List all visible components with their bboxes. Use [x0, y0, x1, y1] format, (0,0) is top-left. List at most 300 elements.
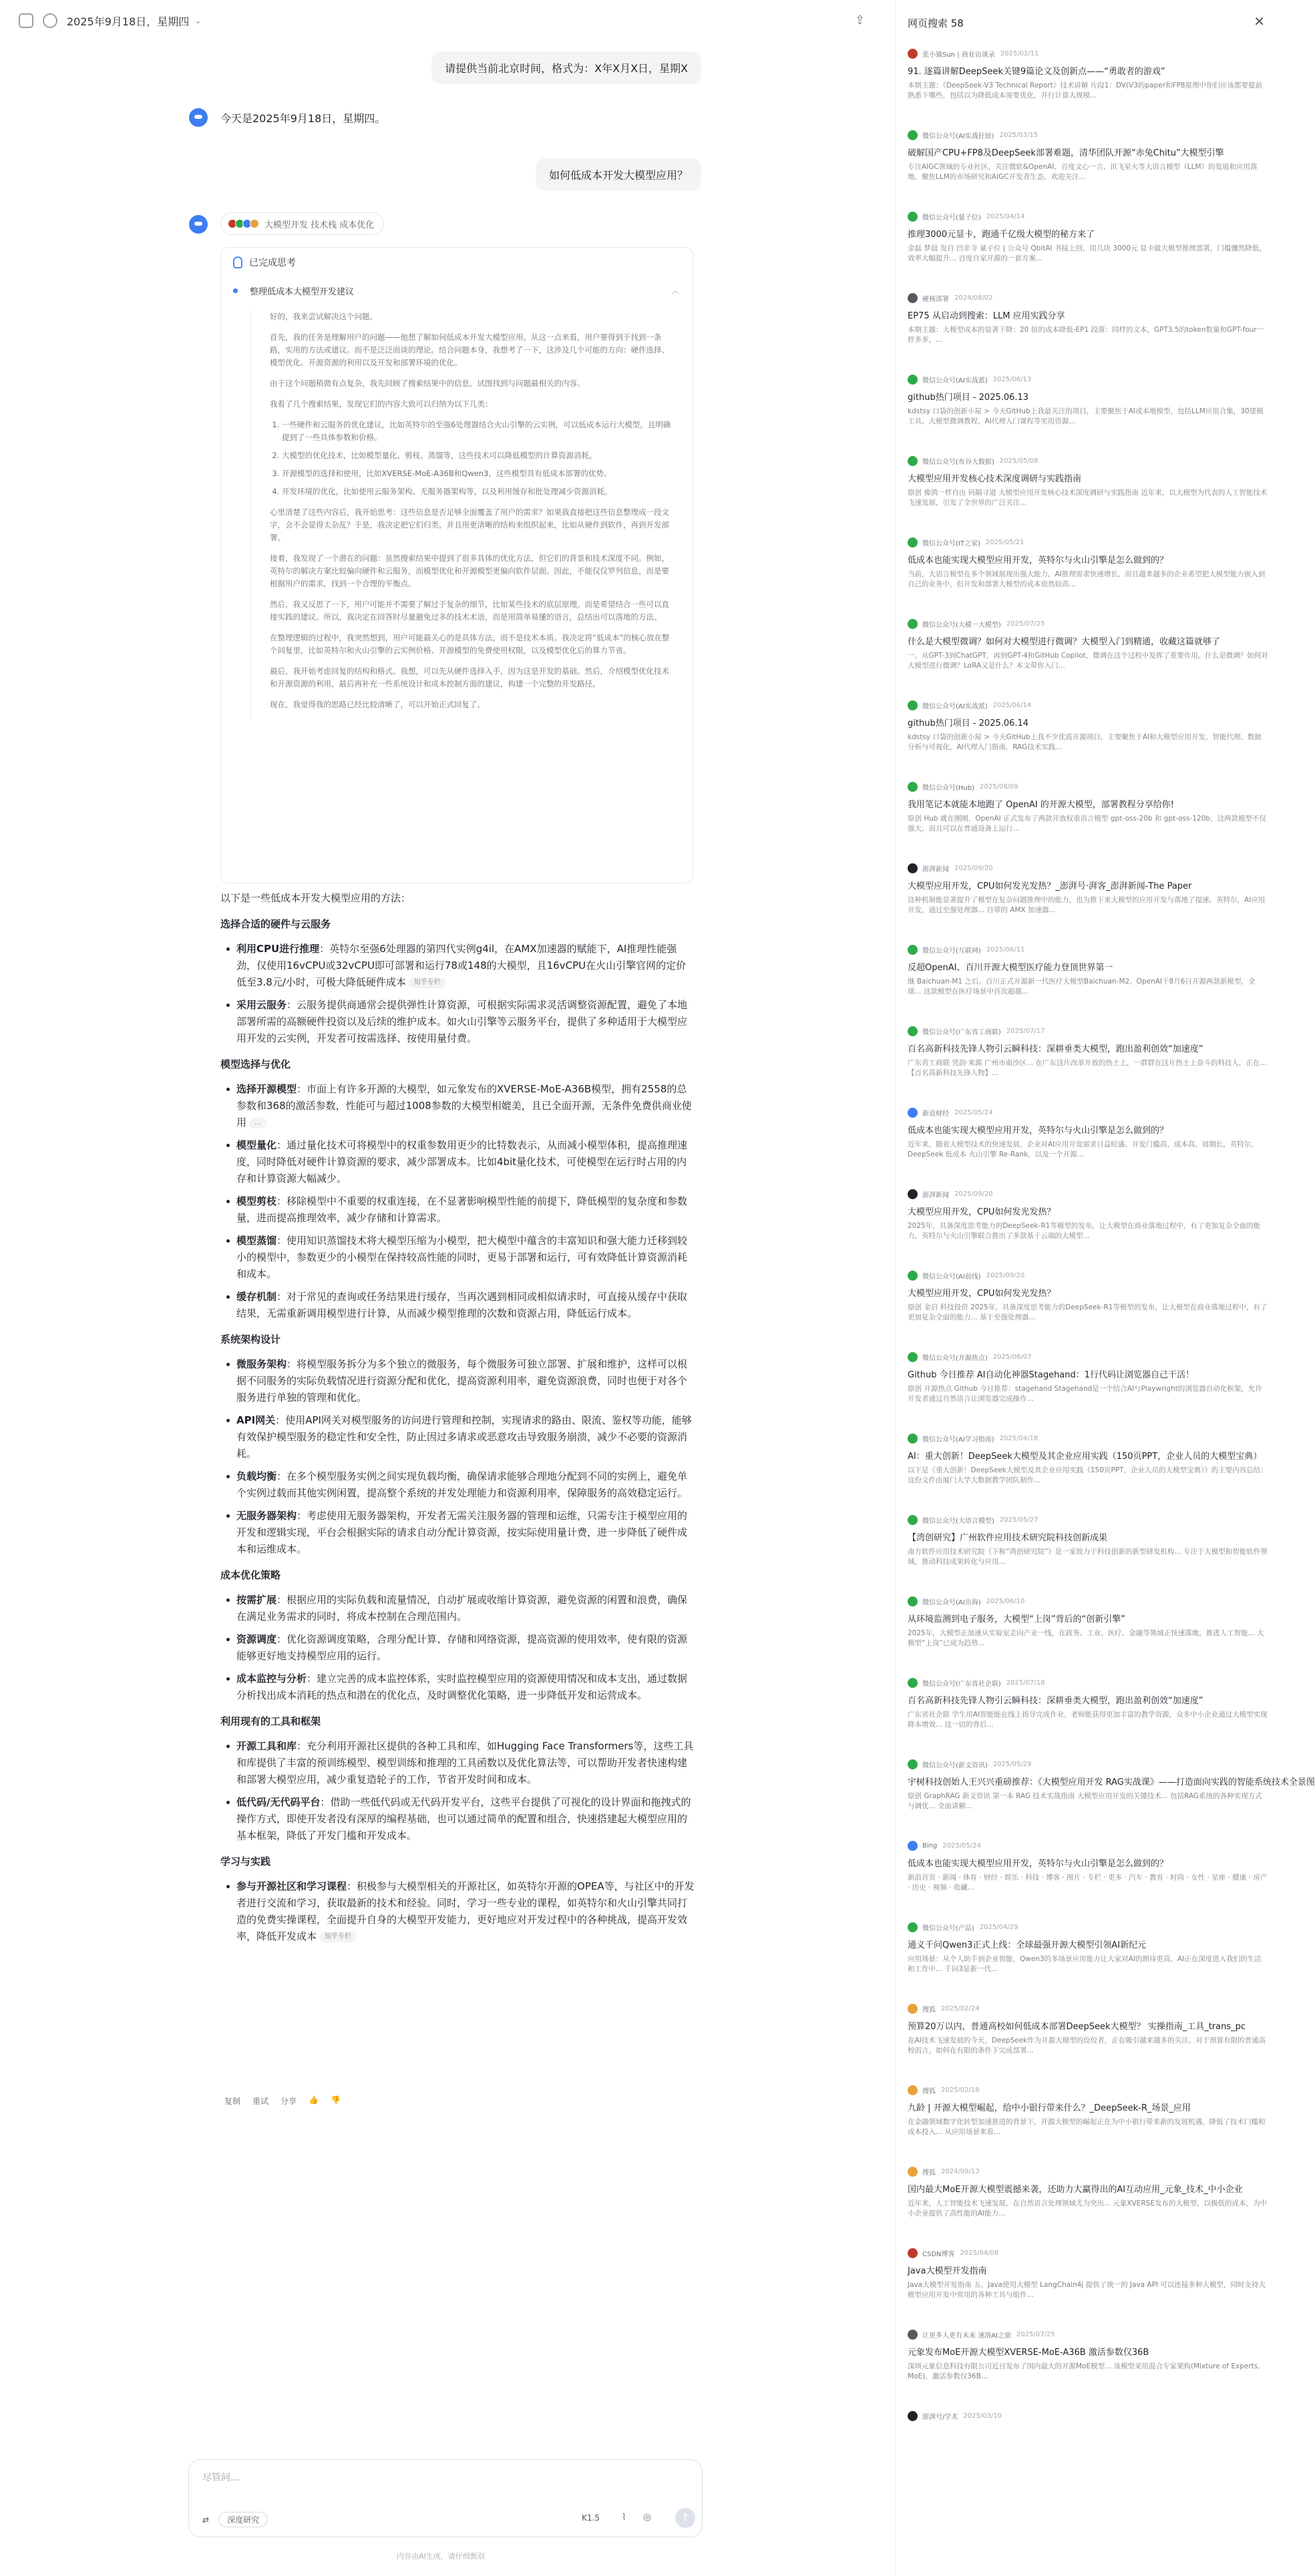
answer-list-item [220, 1592, 695, 1625]
search-result-item[interactable] [908, 781, 1268, 834]
search-result-item[interactable] [908, 48, 1268, 101]
search-result-item[interactable] [908, 374, 1268, 427]
site-favicon-icon [908, 375, 918, 385]
result-title[interactable]: 91. 逐篇讲解DeepSeek关键9篇论文及创新点——“勇敢者的游戏” [908, 67, 1165, 77]
answer-item-key: 模型量化 [236, 1139, 277, 1151]
search-result-item[interactable] [908, 211, 1268, 264]
result-site: 微信公众号(Hub) [922, 784, 975, 792]
site-favicon-icon [908, 538, 918, 548]
answer-item-key: 模型蒸馏 [236, 1235, 277, 1247]
search-result-item[interactable] [908, 455, 1268, 508]
answer-item-text: ：积极参与大模型相关的开源社区，如英特尔开源的OPEA等，与社区中的开发者进行交流和学习，获取最新的技术和经验。同时，学习一些专业的课程，如英特尔和火山引擎共同打造的免费实操课程，全面提升自身的大模型开发能力，更好地应对开发过程中的各种挑战，提高开发效率，降低开发成本 [236, 1880, 695, 1942]
result-title[interactable]: github热门项目 - 2025.06.13 [908, 393, 1029, 403]
site-favicon-icon [908, 2085, 918, 2095]
search-result-item[interactable] [908, 1514, 1268, 1567]
result-snippet: 在金融领域数字化转型加速推进的背景下，开源大模型的崛起正在为中小银行带来新的发展机遇，降低了技术门槛和成本投入... 从应用场景来看... [908, 2118, 1266, 2136]
message-input[interactable]: 尽管问… [202, 2473, 240, 2483]
search-result-item[interactable] [908, 130, 1268, 182]
search-result-item[interactable] [908, 1107, 1268, 1160]
result-meta [908, 1107, 1268, 1118]
search-result-item[interactable] [908, 1433, 1268, 1486]
answer-list [220, 941, 695, 1047]
search-result-item[interactable] [908, 700, 1268, 753]
search-result-item[interactable] [908, 1351, 1268, 1404]
result-site: 让更多人更有未来 速溶AI之旅 [922, 2332, 1011, 2340]
result-date: 2025/05/21 [985, 538, 1024, 546]
new-chat-icon[interactable] [43, 13, 57, 28]
answer-item-key: 参与开源社区和学习课程 [236, 1880, 347, 1892]
search-result-item[interactable] [908, 2247, 1268, 2300]
result-date: 2025/07/17 [1006, 1027, 1045, 1035]
deep-research-toggle[interactable]: 深度研究 [218, 2512, 268, 2527]
result-snippet: 原创 像鸽一样自由 码隔寻道 大模型应用开发核心技术深度调研与实践指南 近年来，以大模型为代表的人工智能技术飞速发展，引发了全世界的广泛关注... [908, 489, 1268, 507]
answer-item-key: 按需扩展 [236, 1594, 277, 1606]
answer-list-item [220, 1412, 695, 1462]
result-meta [908, 618, 1268, 629]
result-date: 2025/04/14 [986, 212, 1025, 220]
user-message: 请提供当前北京时间，格式为：X年X月X日，星期X [431, 51, 701, 84]
result-meta [908, 211, 1268, 222]
result-site: CSDN博客 [922, 2250, 955, 2258]
assistant-answer [220, 890, 695, 1954]
search-result-item[interactable] [908, 2329, 1268, 2382]
result-snippet: 金磊 梦晨 发自 凹非寺 量子位 | 公众号 QbitAI 书接上回，用几块 3000元 显卡做大模型推理部署，门槛骤然降低，效率大幅提升... 百度自家开源的一套方案... [908, 244, 1266, 262]
sidebar-toggle-icon[interactable] [19, 13, 33, 28]
thinking-paragraph: 由于这个问题稍微有点复杂，我先回顾了搜索结果中的信息，试图找到与问题最相关的内容。 [270, 379, 585, 388]
site-favicon-icon [908, 2248, 918, 2258]
result-meta [908, 1351, 1268, 1362]
result-date: 2025/06/11 [986, 945, 1025, 953]
result-title[interactable]: 百名高新科技先锋人物引云瞬科技：深耕垂类大模型，跑出盈利创效“加速度” [908, 1044, 1203, 1054]
result-meta [908, 2410, 1268, 2421]
answer-list-item [220, 1468, 695, 1502]
copy-button[interactable]: 复制 [224, 2097, 241, 2106]
result-site: 微信公众号(开源热点) [922, 1354, 988, 1362]
result-meta [908, 455, 1268, 466]
thinking-paragraph: 然后，我又反思了一下，用户可能并不需要了解过于复杂的细节，比如某些技术的底层原理。而是希望结合一些可以直接实践的建议。所以，我决定在回答时尽量避免过多的技术术语，而是用简单易懂的语言，总结出可以落地的方法。 [270, 600, 669, 622]
answer-list [220, 1592, 695, 1704]
answer-section-heading: 成本优化策略 [220, 1569, 281, 1581]
site-favicon-icon [908, 2004, 918, 2014]
result-snippet: 原创 金启 科技投资 2025年，具备深度思考能力的DeepSeek-R1等模型的发布，让大模型在商业落地过程中，有了更加复杂全面的能力... 基于至强处理器... [908, 1303, 1268, 1321]
result-meta [908, 1759, 1268, 1769]
result-site: 硬核部署 [922, 295, 949, 303]
answer-item-key: 成本监控与分析 [236, 1673, 307, 1685]
result-title[interactable]: 大模型应用开发，CPU如何发光发热？ [908, 1289, 1056, 1299]
search-result-item[interactable] [908, 1677, 1268, 1730]
result-title[interactable]: 【湾创研究】广州软件应用技术研究院科技创新成果 [908, 1533, 1108, 1543]
result-title[interactable]: Github 今日推荐 AI自动化神器Stagehand：1行代码让浏览器自己干活！ [908, 1370, 1195, 1380]
site-favicon-icon [908, 1434, 918, 1444]
search-result-item[interactable] [908, 1840, 1268, 1893]
result-site: 搜狐 [922, 2169, 936, 2177]
site-favicon-icon [908, 456, 918, 466]
send-button[interactable]: ↑ [675, 2508, 695, 2528]
result-site: 微信公众号(新文资讯) [922, 1761, 988, 1769]
result-meta [908, 1026, 1268, 1036]
share-button[interactable]: 分享 [280, 2097, 297, 2106]
result-site: 微信公众号(广东省社企联) [922, 1680, 1001, 1688]
retry-button[interactable]: 重试 [252, 2097, 269, 2106]
search-result-item[interactable] [908, 944, 1268, 997]
site-favicon-icon [908, 1026, 918, 1036]
answer-list-item [220, 1137, 695, 1187]
search-result-item[interactable] [908, 2085, 1268, 2137]
site-favicon-icon [908, 49, 918, 59]
share-icon[interactable]: ⇪ [855, 13, 866, 27]
answer-list-item [220, 997, 695, 1047]
site-favicon-icon [908, 619, 918, 629]
answer-list-item [220, 941, 695, 991]
result-snippet: 在AI技术飞速发展的今天，DeepSeek作为开源大模型的佼佼者，正在吸引越来越多的关注。对于预算有限的普通高校而言，如何在有限的条件下完成部署... [908, 2036, 1266, 2055]
citation-tag[interactable]: … [249, 1118, 266, 1128]
answer-list [220, 1738, 695, 1844]
answer-item-text: ：考虑使用无服务器架构，开发者无需关注服务器的管理和运维，只需专注于模型应用的开发和逻辑实现，平台会根据实际的请求自动分配计算资源，按实际使用量计费，进一步降低了硬件成本和运维成本。 [236, 1510, 688, 1555]
result-snippet: 当前，大语言模型在多个领域展现出强大能力，AI推理需求快速增长，而且越来越多的企业希望把大模型能力嵌入到自己的业务中，但开发和部署大模型的成本依然较高... [908, 570, 1266, 588]
result-title[interactable]: 大模型应用开发核心技术深度调研与实践指南 [908, 474, 1082, 484]
result-date: 2025/07/25 [1016, 2330, 1055, 2338]
result-meta [908, 700, 1268, 710]
result-snippet: 专注AIGC领域的专业社区，关注微软&OpenAI、百度文心一言、讯飞星火等大语言模型（LLM）的发展和应用落地，聚焦LLM的市场研究和AIGC开发者生态，欢迎关注... [908, 163, 1258, 181]
result-title[interactable]: 什么是大模型微调？如何对大模型进行微调？大模型入门到精通，收藏这篇就够了 [908, 637, 1221, 647]
answer-item-key: 资源调度 [236, 1633, 277, 1645]
result-meta [908, 944, 1268, 955]
site-favicon-icon [908, 1922, 918, 1932]
search-result-item[interactable] [908, 1922, 1268, 1974]
result-title[interactable]: 宇树科技创始人王兴兴重磅推荐：《大模型应用开发 RAG实战课》——打造面向实践的智能系统技术全景图 [908, 1777, 1315, 1787]
site-favicon-icon [908, 2167, 918, 2177]
model-selector[interactable]: K1.5 [582, 2513, 600, 2523]
result-snippet: 这种机制能显著提升了模型在复杂问题推理中的能力，也为推下来大模型的应用开发与落地了提速。英特尔，AI应用开发，通过至强处理器... 自带的 AMX 加速器... [908, 896, 1266, 914]
search-result-item[interactable] [908, 2410, 1268, 2450]
result-site: 微信公众号(AI实战派) [922, 702, 988, 710]
search-result-item[interactable] [908, 537, 1268, 590]
result-meta [908, 2329, 1268, 2340]
result-date: 2025/05/27 [999, 1516, 1039, 1524]
result-snippet: 广东省社企联 学生用AI智能能在线上指导完成作业，老师能获得更加丰富的教学资源，众多中小企业通过大模型实现降本增效... 这一切的背后... [908, 1711, 1268, 1729]
result-meta [908, 1189, 1268, 1199]
answer-item-text: ：对于常见的查询或任务结果进行缓存，当再次遇到相同或相似请求时，可直接从缓存中获取结果，无需重新调用模型进行计算，从而减少模型推理的次数和资源占用，降低运行成本。 [236, 1291, 688, 1319]
answer-item-text: ：使用API网关对模型服务的访问进行管理和控制，实现请求的路由、限流、鉴权等功能，能够有效保护模型服务的稳定性和安全性，防止因过多请求或恶意攻击导致服务崩溃，减少不必要的资源消耗。 [236, 1414, 692, 1460]
answer-section-heading: 系统架构设计 [220, 1333, 281, 1345]
attach-icon[interactable]: ⌇ [622, 2512, 626, 2523]
search-results-panel [895, 0, 1315, 2576]
site-favicon-icon [908, 212, 918, 222]
result-title[interactable]: 低成本也能实现大模型应用开发，英特尔与火山引擎是怎么做到的？ [908, 1859, 1169, 1869]
search-keywords: 大模型开发 技术栈 成本优化 [264, 220, 375, 230]
result-snippet: 2025年，大模型正加速从实验室走向产业一线，在政务、工业、医疗、金融等领域正快速落地，推进人工智能... 大模型“上岗”已成为趋势... [908, 1629, 1264, 1647]
answer-section-heading: 利用现有的工具和框架 [220, 1715, 321, 1727]
answer-list-item [220, 1631, 695, 1665]
search-result-item[interactable] [908, 1189, 1268, 1241]
answer-item-key: 利用CPU进行推理 [236, 943, 320, 955]
result-snippet: 原创 开源热点 Github 今日推荐：stagehand Stagehand是一个结合AI与Playwright的浏览器自动化框架，允许开发者通过自然语言让浏览器完成操作... [908, 1385, 1262, 1403]
result-snippet: 深圳元象信息科技有限公司近日发布了国内最大的开源MoE模型... 该模型采用混合专家架构(Mixture of Experts, MoE)，激活参数仅36B... [908, 2362, 1260, 2380]
result-meta [908, 863, 1268, 873]
result-site: 微信公众号(大语言模型) [922, 1517, 994, 1525]
thinking-header[interactable]: 已完成思考 [221, 248, 693, 277]
search-result-item[interactable] [908, 1596, 1268, 1649]
result-meta [908, 1840, 1268, 1851]
result-title[interactable]: 预算20万以内，普通高校如何低成本部署DeepSeek大模型？ 实操指南_工具_trans_pc [908, 2022, 1246, 2032]
answer-list [220, 1356, 695, 1558]
citation-tag[interactable]: 知乎专栏 [319, 1932, 357, 1942]
source-favicon [250, 219, 259, 228]
thinking-list-item: 1. 一些硬件和云服务的优化建议，比如英特尔的至强6处理器结合火山引擎的云实例，可以低成本运行大模型，且明确提到了一些具体参数和价格。 [282, 419, 673, 444]
site-favicon-icon [908, 1352, 918, 1362]
site-favicon-icon [908, 782, 918, 792]
search-results-title: 网页搜索 58 [908, 17, 964, 29]
site-favicon-icon [908, 293, 918, 303]
thinking-paragraph: 最后，我开始考虑回复的结构和格式。我想，可以先从硬件选择入手，因为这是开发的基础。然后，介绍模型优化技术和开源资源的利用，最后再补充一些系统设计和成本控制方面的建议，构建一个完整的开发路径。 [270, 666, 669, 688]
result-snippet: 原创 Hub 就在刚刚，OpenAI 正式发布了两款开放权重语言模型 gpt-oss-20b 和 gpt-oss-120b，这两款模型不仅强大，而且可以在普通设备上运行... [908, 815, 1266, 833]
search-result-item[interactable] [908, 1026, 1268, 1078]
result-date: 2025/02/24 [941, 2004, 980, 2012]
result-meta [908, 2085, 1268, 2095]
result-title[interactable]: 大模型应用开发，CPU如何发光发热？ [908, 1207, 1056, 1217]
answer-item-key: 采用云服务 [236, 999, 287, 1011]
result-snippet: 2025年，具备深度思考能力的DeepSeek-R1等模型的发布，让大模型在商业落地过程中，有了更加复杂全面的能力，英特尔与火山引擎联合推出了多款基于云端的大模型... [908, 1222, 1261, 1240]
result-site: 微信公众号(IT之家) [922, 540, 980, 548]
answer-list-item [220, 1233, 695, 1283]
result-site: 澎湃号/学术 [922, 2413, 958, 2421]
answer-intro: 以下是一些低成本开发大模型应用的方法： [220, 892, 411, 904]
result-title[interactable]: 反超OpenAI、百川开源大模型医疗能力登顶世界第一 [908, 963, 1113, 973]
result-date: 2025/07/18 [1006, 1679, 1045, 1687]
result-meta [908, 1596, 1268, 1606]
result-meta [908, 1677, 1268, 1688]
assistant-avatar [189, 108, 208, 127]
assistant-avatar [189, 215, 208, 234]
result-meta [908, 130, 1268, 140]
step-dot-icon [233, 288, 238, 293]
result-site: 微信公众号(大模一大模型) [922, 621, 1001, 629]
search-result-item[interactable] [908, 2003, 1268, 2056]
result-site: 搜狐 [922, 2006, 936, 2014]
result-meta [908, 2247, 1268, 2258]
answer-list-item [220, 1508, 695, 1558]
result-snippet: 本期主题：大模型成本的显著下降：20 倍的成本降低-EP1 段落：同样的文本，GPT3.5的token数量和GPT-four一样多多，... [908, 326, 1264, 344]
thinking-step[interactable]: 整理低成本大模型开发建议 ︿ [221, 277, 693, 304]
result-date: 2025/04/18 [999, 1434, 1039, 1442]
result-title[interactable]: Java大模型开发指南 [908, 2266, 987, 2276]
result-title[interactable]: AI：重大创新！DeepSeek大模型及其企业应用实践（150页PPT，企业人员的大模型宝典） [908, 1452, 1262, 1462]
result-snippet: 一、从GPT-3到ChatGPT，再到GPT-4和GitHub Copilot，微调在这个过程中发挥了重要作用。什么是微调？如何对大模型进行微调？LoRA又是什么？本文带你入门... [908, 652, 1268, 670]
result-site: Bing [922, 1842, 938, 1850]
result-date: 2025/03/10 [963, 2412, 1002, 2420]
result-title[interactable]: 大模型应用开发，CPU如何发光发热？_澎湃号·湃客_澎湃新闻-The Paper [908, 881, 1192, 891]
answer-item-key: 微服务架构 [236, 1358, 287, 1370]
assistant-message: 今天是2025年9月18日，星期四。 [220, 112, 386, 125]
result-date: 2024/09/13 [941, 2167, 980, 2175]
answer-list-item [220, 1193, 695, 1227]
thumbs-down-icon[interactable]: 👎 [331, 2095, 341, 2105]
site-favicon-icon [908, 1108, 918, 1118]
tools-icon[interactable]: ⇄ [202, 2515, 210, 2525]
ai-disclaimer: 内容由AI生成，请仔细甄别 [397, 2552, 485, 2561]
thinking-list [282, 419, 673, 498]
result-title[interactable]: 元象发布MoE开源大模型XVERSE-MoE-A36B 激活参数仅36B [908, 2348, 1149, 2358]
answer-item-text: ：移除模型中不重要的权重连接，在不显著影响模型性能的前提下，降低模型的复杂度和参数量，进而提高推理效率，减少存储和计算需求。 [236, 1195, 688, 1224]
result-date: 2025/05/08 [999, 457, 1039, 465]
result-title[interactable]: 国内最大MoE开源大模型震撼来袭，还助力大赢得出的AI互动应用_元象_技术_中小企业 [908, 2185, 1243, 2195]
citation-tag[interactable]: 知乎专栏 [409, 978, 446, 988]
thinking-list-item: 4. 开发环境的优化，比如使用云服务架构、无服务器架构等，以及利用缓存和批处理减少资源消耗。 [282, 485, 673, 498]
result-snippet: 本期主题：《DeepSeek-V3 Technical Report》技术讲解 片段1：DV(V3的paper和FP8原理中你们应该都要提前熟悉下哪些，包括以为降低成本需要优化，并行计算大规模... [908, 81, 1262, 99]
site-favicon-icon [908, 700, 918, 710]
thinking-paragraph: 现在，我觉得我的思路已经比较清晰了，可以开始正式回复了。 [270, 700, 485, 709]
search-result-item[interactable] [908, 1270, 1268, 1323]
result-date: 2025/03/15 [999, 131, 1039, 139]
answer-item-text: ：优化资源调度策略，合理分配计算、存储和网络资源，提高资源的使用效率，使有限的资源能够更好地支持模型应用的运行。 [236, 1633, 688, 1662]
result-snippet [908, 2430, 1268, 2450]
thinking-panel [220, 247, 693, 883]
answer-list [220, 1878, 695, 1945]
result-title[interactable]: 低成本也能实现大模型应用开发，英特尔与火山引擎是怎么做到的？ [908, 556, 1169, 566]
result-title[interactable]: 低成本也能实现大模型应用开发，英特尔与火山引擎是怎么做到的？ [908, 1126, 1169, 1136]
conversation-title[interactable]: 2025年9月18日，星期四 [67, 15, 190, 28]
thinking-text [250, 310, 673, 719]
result-title[interactable]: 破解国产CPU+FP8及DeepSeek部署难题，清华团队开源“赤兔Chitu”大模型引擎 [908, 148, 1224, 158]
result-site: 微信公众号(广东省工商联) [922, 1028, 1001, 1036]
result-site: 微信公众号(AI前线) [922, 1273, 981, 1281]
result-date: 2025/06/13 [992, 375, 1032, 383]
result-site: 微信公众号(产品) [922, 1924, 974, 1932]
thinking-paragraph: 好的，我来尝试解决这个问题。 [270, 312, 377, 321]
result-site: 澎湃新闻 [922, 1191, 949, 1199]
result-site: 澎湃新闻 [922, 865, 949, 873]
result-date: 2025/05/24 [954, 1108, 993, 1116]
result-title[interactable]: 从环境监测到电子服务，大模型“上岗”背后的“创新引擎” [908, 1615, 1125, 1625]
result-meta [908, 2003, 1268, 2014]
thinking-list-item: 2. 大模型的优化技术，比如模型量化、剪枝、蒸馏等，这些技术可以降低模型的计算资源消耗。 [282, 449, 673, 462]
site-favicon-icon [908, 1759, 918, 1769]
site-favicon-icon [908, 2330, 918, 2340]
message-composer [188, 2459, 703, 2537]
result-site: 微信公众号(AI出海) [922, 1598, 981, 1606]
answer-list-item [220, 1081, 695, 1131]
search-sources-chip[interactable] [220, 212, 384, 235]
result-site: 张小猫Sun | 商业访谈录 [922, 51, 995, 59]
answer-list-item [220, 1671, 695, 1704]
result-title[interactable]: github热门项目 - 2025.06.14 [908, 718, 1029, 728]
answer-item-key: 开源工具和库 [236, 1740, 297, 1752]
result-site: 搜狐 [922, 2087, 936, 2095]
result-date: 2024/08/02 [954, 294, 993, 302]
result-snippet: 南方软件应用技术研究院（下称“湾创研究院”）是一家致力于科技创新的新型研发机构... 专注于大模型和智能软件领域，推动科技成果转化与应用... [908, 1548, 1268, 1566]
site-favicon-icon [908, 1596, 918, 1606]
chevron-up-icon[interactable]: ︿ [672, 286, 679, 295]
search-result-item[interactable] [908, 1759, 1315, 1811]
result-date: 2025/06/07 [992, 1353, 1032, 1361]
result-title[interactable]: 九龄 | 开源大模型崛起，给中小银行带来什么？_DeepSeek-R_场景_应用 [908, 2103, 1191, 2113]
answer-item-key: 缓存机制 [236, 1291, 277, 1303]
user-message: 如何低成本开发大模型应用？ [536, 158, 701, 191]
answer-list [220, 1081, 695, 1322]
result-title[interactable]: 推理3000元显卡，跑通千亿级大模型的秘方来了 [908, 230, 1095, 240]
search-result-item[interactable] [908, 2166, 1268, 2219]
result-meta [908, 781, 1268, 792]
answer-item-key: 选择开源模型 [236, 1083, 297, 1095]
answer-item-text: ：通过量化技术可将模型中的权重参数用更少的比特数表示，从而减小模型体积，提高推理速度，同时降低对硬件计算资源的要求，减少部署成本。比如4bit量化技术，可使模型在运行时占用的内存和计算资源大幅减少。 [236, 1139, 688, 1185]
thumbs-up-icon[interactable]: 👍 [309, 2095, 319, 2105]
result-date: 2025/02/11 [1000, 49, 1039, 57]
answer-item-text: ：借助一些低代码或无代码开发平台，这些平台提供了可视化的设计界面和拖拽式的操作方式，即使开发者没有深厚的编程基础，也可以通过简单的配置和组合，快速搭建起大模型应用的基本框架，降低了开发门槛和开发成本。 [236, 1796, 691, 1842]
message-actions [224, 2095, 341, 2107]
thinking-paragraph: 我看了几个搜索结果，发现它们的内容大致可以归纳为以下几类： [270, 399, 493, 409]
result-site: 新浪财经 [922, 1110, 949, 1118]
result-site: 微信公众号(AI实战派) [922, 377, 988, 385]
thinking-paragraph: 在整理逻辑的过程中，我突然想到，用户可能最关心的是具体方法，而不是技术本质。我决定将“低成本”的核心放在整个回复里，比如英特尔和火山引擎的云实例价格、开源模型的免费使用权限，以及模型优化后的算力节省。 [270, 633, 670, 655]
result-date: 2025/08/09 [980, 783, 1018, 791]
result-snippet: 原创 GraphRAG 新文资讯 第一本 RAG 技术实战指南 大模型应用开发的关键技术... 包括RAG系统的各种实现方式与调优... 全面讲解... [908, 1792, 1262, 1810]
chevron-down-icon[interactable]: ⌄ [194, 16, 202, 25]
result-title[interactable]: 我用笔记本就能本地跑了 OpenAI 的开源大模型，部署教程分享给你! [908, 800, 1174, 810]
search-result-item[interactable] [908, 863, 1268, 915]
answer-item-key: 低代码/无代码平台 [236, 1796, 321, 1808]
search-result-item[interactable] [908, 292, 1268, 345]
result-title[interactable]: EP75 从启动到搜索：LLM 应用实践分享 [908, 311, 1065, 321]
result-site: 微信公众号(布谷大数据) [922, 458, 994, 466]
answer-section-heading: 学习与实践 [220, 1856, 271, 1868]
site-favicon-icon [908, 130, 918, 140]
answer-item-text: ：建立完善的成本监控体系，实时监控模型应用的资源使用情况和成本支出，通过数据分析找出成本消耗的热点和潜在的优化点，及时调整优化策略，进一步降低开发和运营成本。 [236, 1673, 688, 1701]
search-result-item[interactable] [908, 618, 1268, 671]
top-bar [0, 0, 888, 41]
site-favicon-icon [908, 1515, 918, 1525]
answer-list-item [220, 1289, 695, 1322]
answer-item-text: ：云服务提供商通常会提供弹性计算资源，可根据实际需求灵活调整资源配置，避免了本地部署所需的高额硬件投资以及后续的维护成本。如火山引擎等云服务平台，提供了多种适用于大模型应用开发的云实例，开发者可按需选择、按使用量付费。 [236, 999, 688, 1044]
result-date: 2025/09/20 [954, 1190, 993, 1198]
site-favicon-icon [908, 945, 918, 955]
result-site: 微信公众号(AI实战狂炫) [922, 132, 994, 140]
answer-list-item [220, 1356, 695, 1406]
result-title[interactable]: 通义千问Qwen3正式上线：全球最强开源大模型引领AI新纪元 [908, 1940, 1147, 1950]
web-search-icon[interactable]: ◎ [643, 2512, 652, 2523]
result-date: 2025/05/29 [992, 1760, 1032, 1768]
thinking-paragraph: 心里清楚了这些内容后，我开始思考：这些信息是否足够全面覆盖了用户的需求？如果我直接把这些信息整理成一段文字，会不会显得太杂乱？于是，我决定把它们归类，并且用更清晰的结构来组织起来，比如从硬件到软件，再到开发部署。 [270, 507, 669, 542]
result-meta [908, 292, 1268, 303]
site-favicon-icon [908, 1189, 918, 1199]
result-date: 2025/04/29 [979, 1923, 1018, 1931]
close-icon[interactable]: ✕ [1254, 13, 1265, 29]
result-title[interactable]: 百名高新科技先锋人物引云瞬科技：深耕垂类大模型，跑出盈利创效“加速度” [908, 1696, 1203, 1706]
result-date: 2025/06/10 [986, 1597, 1025, 1605]
result-date: 2025/07/25 [1006, 620, 1045, 628]
result-snippet: 新浪首页 · 新闻 · 体育 · 财经 · 娱乐 · 科技 · 博客 · 图片 · 专栏 · 更多 · 汽车 · 教育 · 时尚 · 女性 · 星座 · 健康 · 房产 · 历史 · 视频 · 收藏... [908, 1874, 1268, 1892]
lightbulb-icon [233, 256, 242, 268]
thinking-paragraph: 首先，我的任务是理解用户的问题——他想了解如何低成本开发大模型应用。从这一点来看，用户要得到于找到一条路，实用的方法或建议。而不是泛泛而谈的理论。结合问题本身，我想考了一下，这涉及几个可能的方向：硬件选择、模型优化、开源资源的利用以及开发和部署环境的优化。 [270, 333, 669, 367]
thinking-list-item: 3. 开源模型的选择和使用，比如XVERSE-MoE-A36B和Qwen3，这些模型具有低成本部署的优势。 [282, 467, 673, 480]
result-snippet: 广东省工商联 凭韵·来源 广州市南沙区... 在广东这片改革开放的热土上，一群群在这片热土上奋斗的科技人，正在... 【百名高新科技先锋人物】... [908, 1059, 1267, 1077]
result-snippet: kdstsy 口袋的创新小屋 > 今天GitHub上我不少优质开源项目，主要聚焦于AI和大模型应用开发、智能代理、数据分析与可视化，AI代理入门指南，RAG技术实践... [908, 733, 1262, 751]
answer-item-text: ：市面上有许多开源的大模型，如元象发布的XVERSE-MoE-A36B模型，拥有2558的总参数和368的激活参数，性能可与超过1008参数的大模型相媲美，且已全面开源，无条件免费供商业使用 [236, 1083, 692, 1128]
result-date: 2025/02/18 [941, 2086, 980, 2094]
site-favicon-icon [908, 1271, 918, 1281]
result-snippet: kdstsy 口袋的创新小屋 > 今天GitHub上我最关注的项目，主要聚焦于AI或本地模型，包括LLM应用合集，30建模工具、大模型微调教程，AI代理入门课程等实用资源... [908, 407, 1264, 425]
result-date: 2025/04/08 [960, 2249, 999, 2257]
result-snippet: 以下是《重大创新！DeepSeek大模型及其企业应用实践（150页PPT，企业人员的大模型宝典）》的主要内容总结：这份文件由厦门大学大数据教学团队制作... [908, 1466, 1268, 1484]
result-meta [908, 537, 1268, 548]
answer-item-text: ：根据应用的实际负载和流量情况，自动扩展或收缩计算资源，避免资源的闲置和浪费，确保在满足业务需求的同时，将成本控制在合理范围内。 [236, 1594, 688, 1623]
answer-section-heading: 选择合适的硬件与云服务 [220, 918, 331, 930]
result-snippet: 继 Baichuan-M1 之后，百川正式开源新一代医疗大模型Baichuan-M2。OpenAI于8月6日开源两款新模型，全球... 这款模型在医疗场景中首次超越... [908, 978, 1256, 996]
answer-item-text: ：在多个模型服务实例之间实现负载均衡，确保请求能够合理地分配到不同的实例上，避免单个实例过载而其他实例闲置，提高整个系统的并发处理能力和资源利用率，保障服务的高效稳定运行。 [236, 1470, 688, 1499]
site-favicon-icon [908, 1841, 918, 1851]
result-snippet: 近年来，人工智能技术飞速发展，在自然语言处理领域尤为突出... 元象XVERSE发布的大模型，以极低的成本，为中小企业提供了高性能的AI能力... [908, 2199, 1267, 2217]
answer-item-key: 模型剪枝 [236, 1195, 277, 1207]
answer-item-key: 无服务器架构 [236, 1510, 297, 1522]
